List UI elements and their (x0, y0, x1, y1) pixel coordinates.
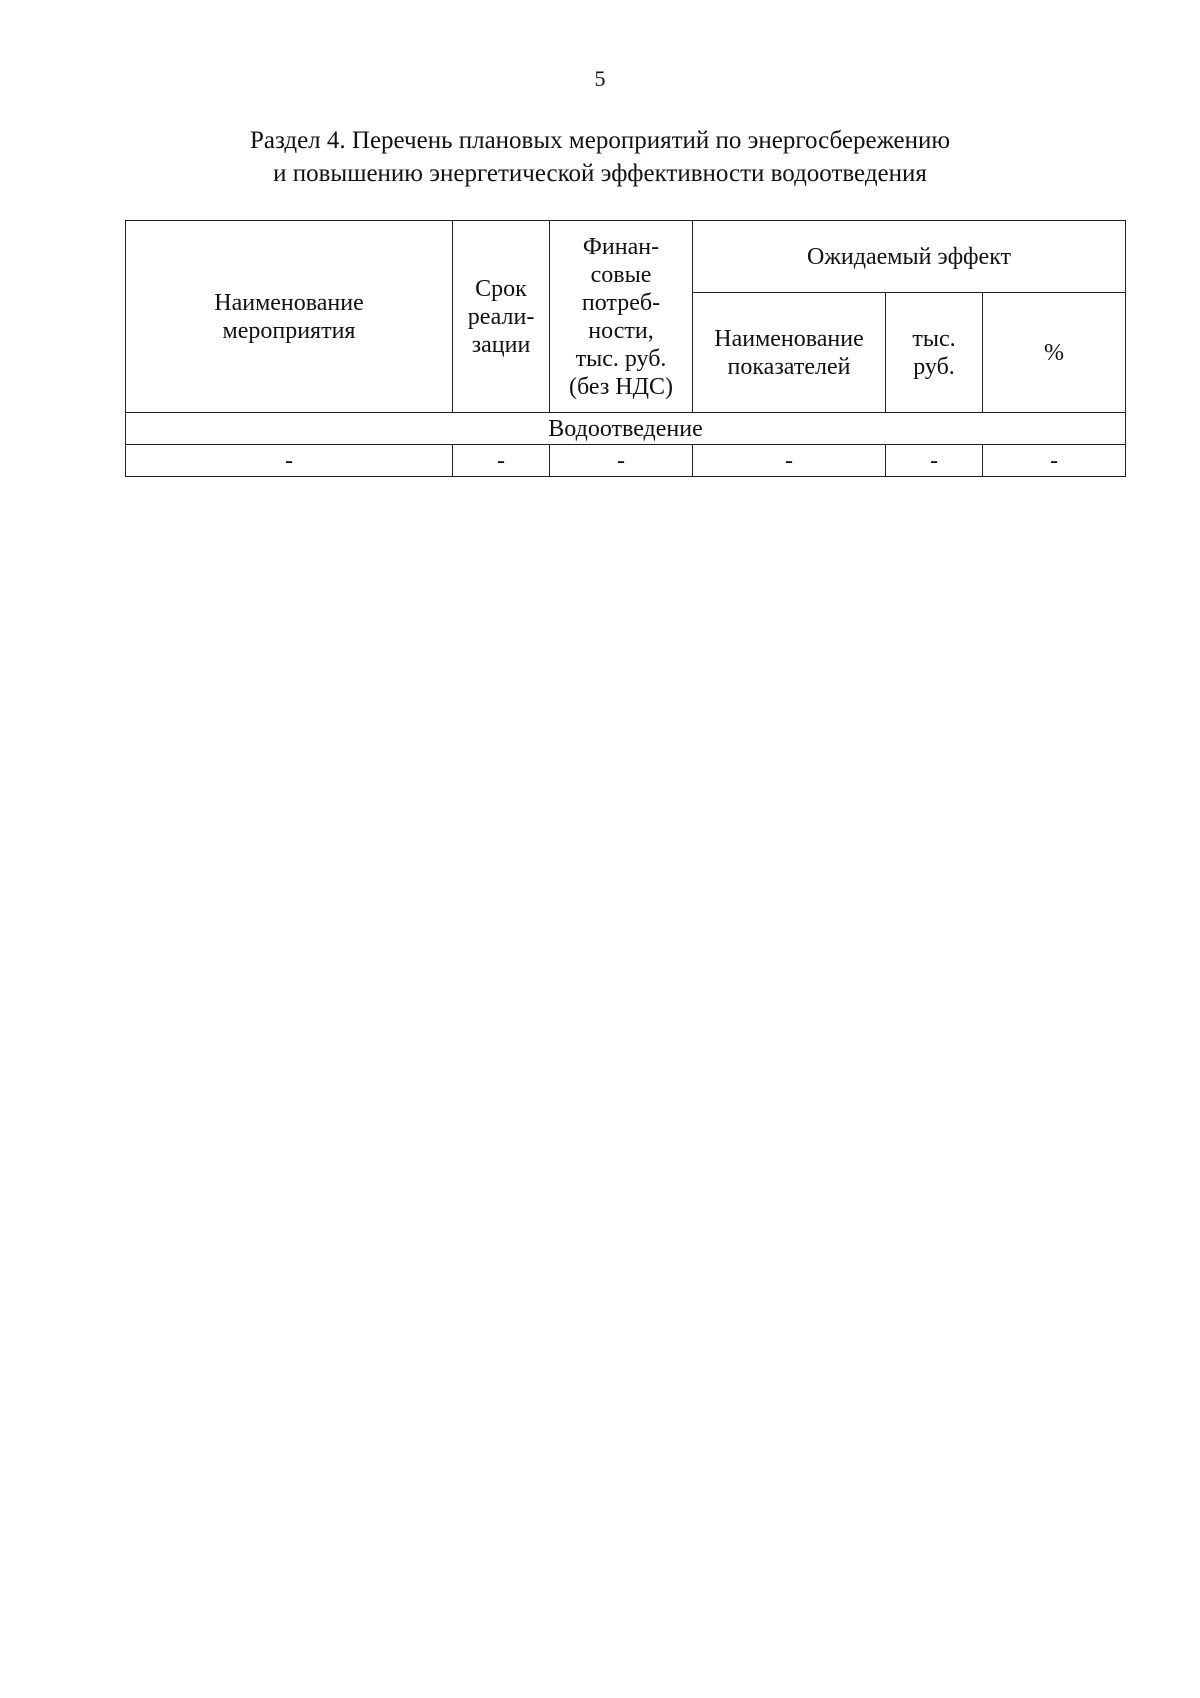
header-percent: % (983, 293, 1126, 413)
section-title-line-2: и повышению энергетической эффективности водоотведения (273, 160, 927, 187)
table-cell: - (550, 445, 693, 477)
header-expected-effect: Ожидаемый эффект (693, 221, 1126, 293)
table-cell: - (693, 445, 886, 477)
table-cell: - (983, 445, 1126, 477)
header-measure-name: Наименование мероприятия (126, 221, 453, 413)
page-number: 5 (594, 66, 606, 91)
header-financial-needs: Финан- совые потреб- ности, тыс. руб. (без НДС) (550, 221, 693, 413)
section-title-line-1: Раздел 4. Перечень плановых мероприятий по энергосбережению (249, 127, 951, 154)
section-row (126, 413, 1126, 445)
table-cell: - (453, 445, 550, 477)
table-cell: - (886, 445, 983, 477)
header-indicators-name: Наименование показателей (693, 293, 886, 413)
table-header-row-1 (126, 221, 1126, 293)
section-title (0, 124, 1200, 190)
table-row (126, 445, 1126, 477)
header-term: Срок реали- зации (453, 221, 550, 413)
table-cell: - (126, 445, 453, 477)
section-name-cell: Водоотведение (126, 413, 1126, 445)
header-thousand-rub: тыс. руб. (886, 293, 983, 413)
measures-table (125, 220, 1126, 477)
